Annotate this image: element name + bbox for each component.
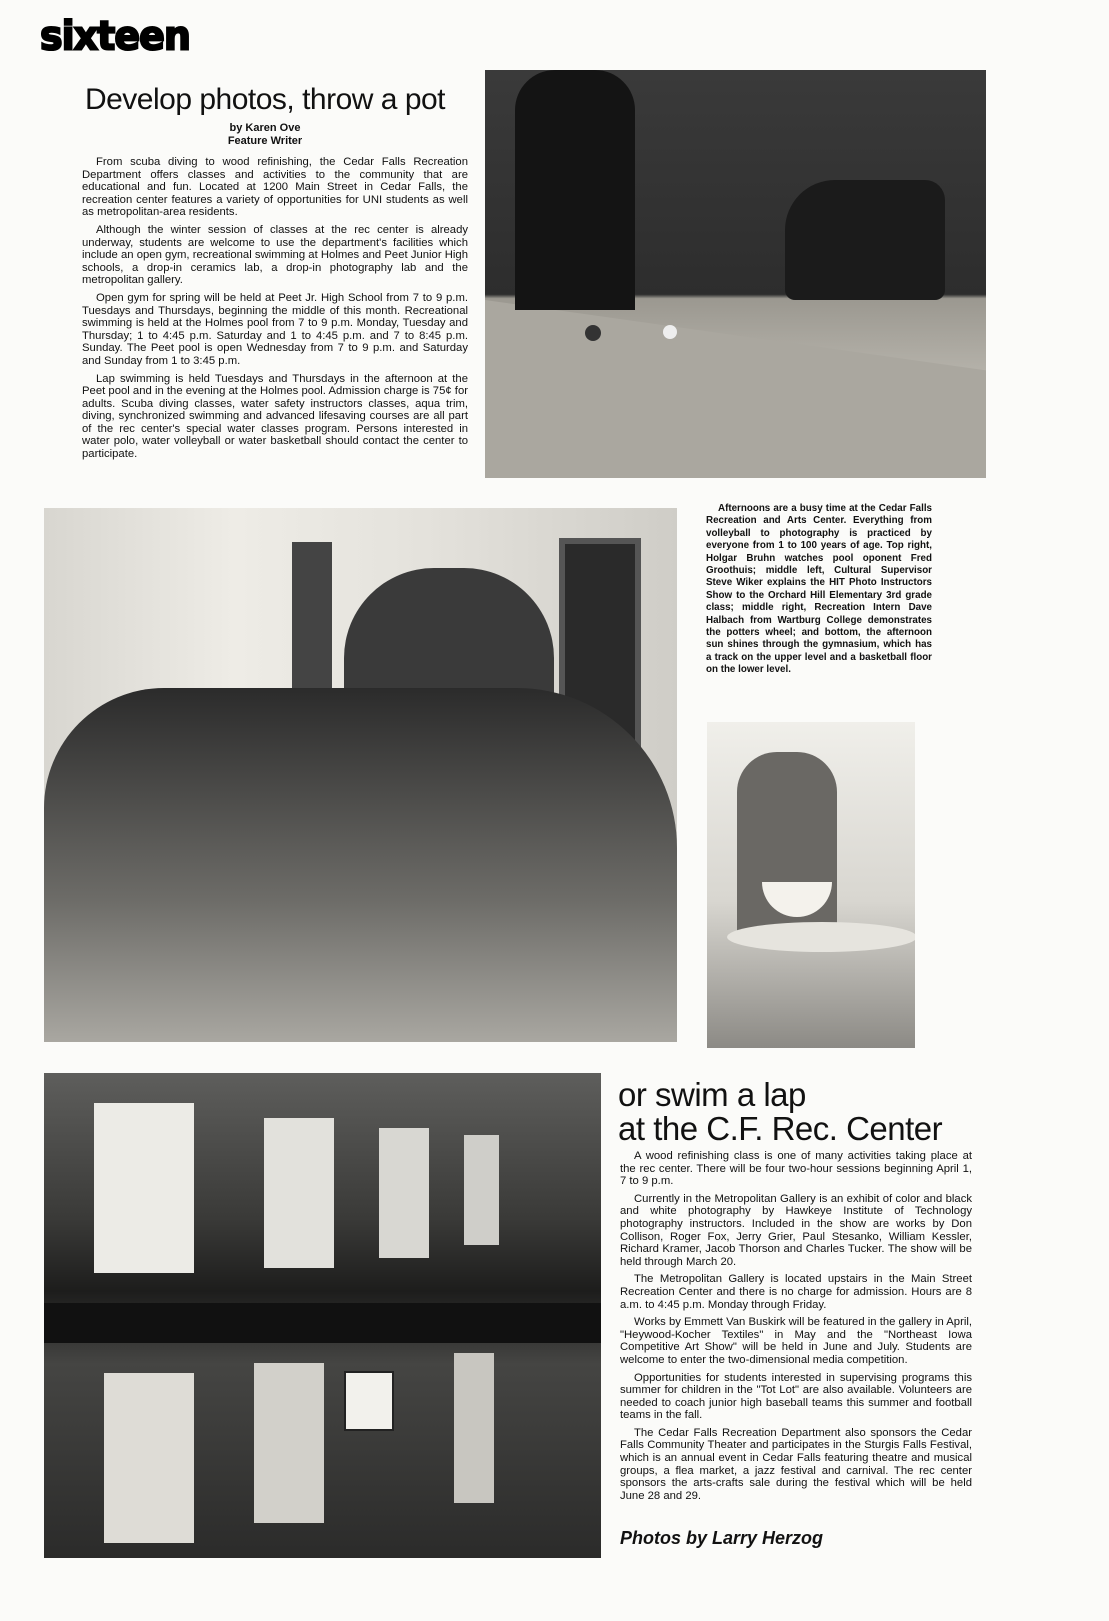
- paragraph: The Metropolitan Gallery is located upstairs in the Main Street Recreation Center and there is no charge for admission. Hours are 8 a.m. to 4:45 p.m. Monday through Friday.: [620, 1273, 972, 1311]
- paragraph: Lap swimming is held Tuesdays and Thursdays in the afternoon at the Peet pool and in the evening at the Holmes pool. Admission charge is 75¢ for adults. Scuba diving classes, water safety instructors classes, aqua trim, diving, synchronized swimming and advanced lifesaving courses are all part of the rec center's special water classes program. Persons interested in water polo, water volleyball or water basketball should contact the center to participate.: [82, 372, 468, 461]
- paragraph: Although the winter session of classes at the rec center is already underway, students are welcome to use the department's facilities which include an open gym, recreational swimming at Holmes and Peet Junior High schools, a drop-in ceramics lab, a drop-in photography lab and the metropolitan gallery.: [82, 223, 468, 287]
- photo-caption: [706, 503, 932, 677]
- paragraph: Currently in the Metropolitan Gallery is an exhibit of color and black and white photography by Hawkeye Institute of Technology photography instructors. Included in the show are works by Don Collison, Roger Fox, Jerry Grier, Paul Stesanko, William Kessler, Richard Kramer, Jacob Thorson and Charles Tucker. The show will be held through March 20.: [620, 1192, 972, 1268]
- photo-credit: Photos by Larry Herzog: [620, 1528, 824, 1548]
- paragraph: The Cedar Falls Recreation Department also sponsors the Cedar Falls Community Theater and participates in the Sturgis Falls Festival, which is an annual event in Cedar Falls featuring theatre and musical groups, a flea market, a jazz festival and carnival. The rec center sponsors the arts-crafts sale during the festival which will be held June 28 and 29.: [620, 1426, 972, 1502]
- byline-role: Feature Writer: [227, 135, 303, 147]
- photo-potters-wheel: [707, 722, 915, 1048]
- caption-text: Afternoons are a busy time at the Cedar Falls Recreation and Arts Center. Everything from volleyball to photography is practiced by everyone from 1 to 100 years of age. Top right, Holgar Bruhn watches pool oponent Fred Groothuis; middle left, Cultural Supervisor Steve Wiker explains the HIT Photo Instructors Show to the Orchard Hill Elementary 3rd grade class; middle right, Recreation Intern Dave Halbach from Wartburg College demonstrates the potters wheel; and bottom, the afternoon sun shines through the gymnasium, which has a track on the upper level and a basketball floor on the lower level.: [706, 503, 932, 676]
- paragraph: A wood refinishing class is one of many activities taking place at the rec center. There will be four two-hour sessions beginning April 1, 7 to 9 p.m.: [620, 1150, 972, 1188]
- article2-body: [620, 1150, 972, 1507]
- photo-gallery-class: [44, 508, 677, 1042]
- headline-develop-photos: Develop photos, throw a pot: [84, 83, 446, 116]
- paragraph: Open gym for spring will be held at Peet Jr. High School from 7 to 9 p.m. Tuesdays and Thursdays, beginning the middle of this month. Recreational swimming is held at the Holmes pool from 7 to 9 p.m. Monday, Tuesday and Thursday; 1 to 4:45 p.m. Saturday and 1 to 4:45 p.m. and 7 to 8:45 p.m. Sunday. The Peet pool is open Wednesday from 7 to 9 p.m. and Saturday and Sunday from 1 to 3:45 p.m.: [82, 291, 468, 367]
- headline-line: or swim a lap: [618, 1076, 806, 1113]
- article1-body: [82, 156, 468, 466]
- paragraph: From scuba diving to wood refinishing, the Cedar Falls Recreation Department offers classes and activities to the community that are educational and fun. Located at 1200 Main Street in Cedar Falls, the recreation center features a variety of opportunities for UNI students as well as metropolitan-area residents.: [82, 156, 468, 219]
- byline: [60, 122, 470, 148]
- paragraph: Opportunities for students interested in supervising programs this summer for children in the "Tot Lot" are also available. Volunteers are needed to coach junior high baseball teams this summer and football teams in the fall.: [620, 1371, 972, 1422]
- section-logo: sixteen: [40, 12, 190, 60]
- byline-author: by Karen Ove: [229, 122, 301, 134]
- photo-gymnasium: [44, 1073, 601, 1558]
- photo-pool-players: [485, 70, 986, 478]
- headline-swim-a-lap: [618, 1078, 978, 1146]
- headline-line: at the C.F. Rec. Center: [618, 1110, 943, 1147]
- paragraph: Works by Emmett Van Buskirk will be featured in the gallery in April, "Heywood-Kocher Textiles" in May and the "Northeast Iowa Competitive Art Show" will be held in June and July. Students are welcome to enter the two-dimensional media competition.: [620, 1316, 972, 1366]
